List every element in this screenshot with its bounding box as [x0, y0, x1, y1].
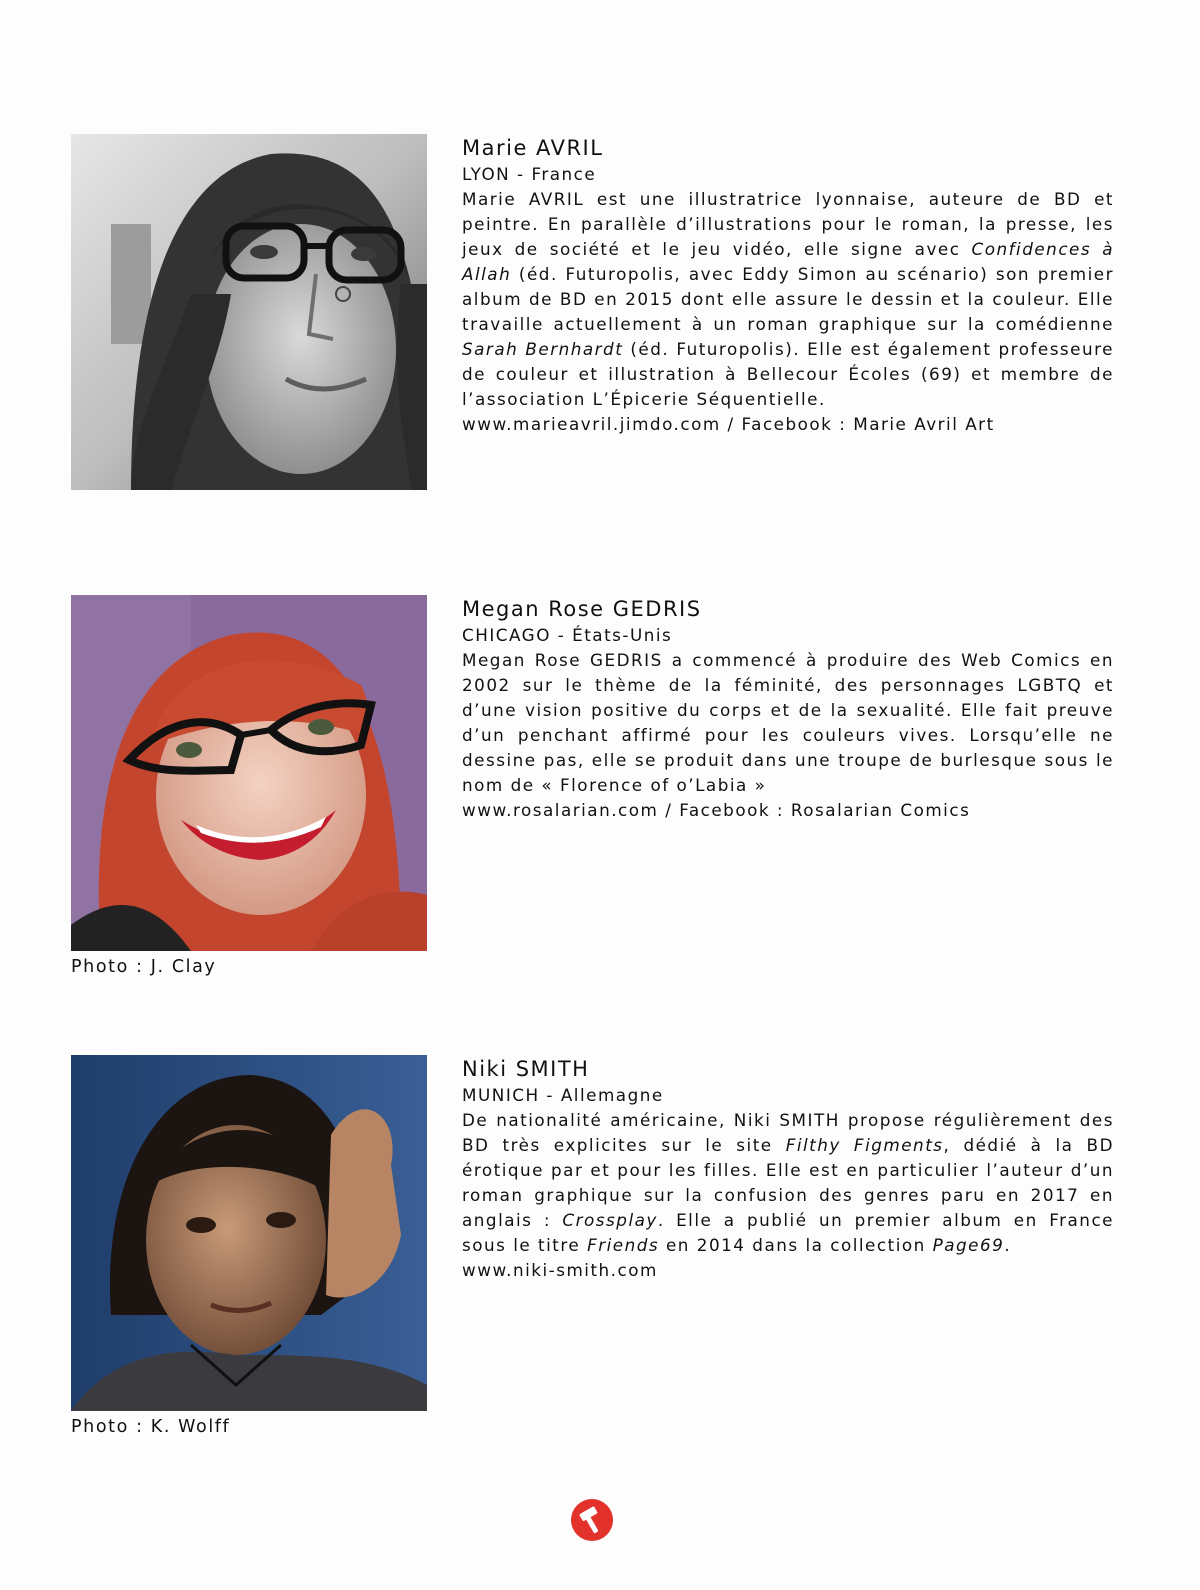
author-text-marie-avril	[462, 134, 1114, 437]
author-web-links: www.marieavril.jimdo.com / Facebook : Marie Avril Art	[462, 414, 995, 434]
author-bio	[462, 1108, 1114, 1258]
author-text-niki-smith	[462, 1055, 1114, 1283]
author-bio	[462, 187, 1114, 412]
author-entry-niki-smith	[71, 1055, 1131, 1455]
author-photo-niki-smith	[71, 1055, 427, 1411]
author-name: Marie AVRIL	[462, 136, 604, 160]
author-text-megan-rose-gedris	[462, 595, 1114, 823]
photo-credit: Photo : J. Clay	[71, 957, 217, 977]
author-web-links: www.rosalarian.com / Facebook : Rosalarian Comics	[462, 800, 971, 820]
bio-title-italic: Filthy Figments	[785, 1135, 944, 1155]
author-photo-marie-avril	[71, 134, 427, 490]
bio-text-segment: , dédié à la BD érotique par et pour les filles. Elle est en particulier l’auteur d’un roman graphique sur la confusion des genres paru en 2017 en anglais :	[462, 1135, 1114, 1230]
author-name: Niki SMITH	[462, 1057, 590, 1081]
bio-text-segment: . Elle a publié un premier album en France sous le titre	[462, 1210, 1114, 1255]
author-location: CHICAGO - États-Unis	[462, 625, 673, 645]
bio-title-italic: Crossplay	[562, 1210, 658, 1230]
bio-text-segment: .	[1004, 1235, 1012, 1255]
bio-title-italic: Page69	[932, 1235, 1005, 1255]
bio-text-segment: (éd. Futuropolis). Elle est également professeure de couleur et illustration à Bellecour Écoles (69) et membre de l’association L’Épicerie Séquentielle.	[462, 339, 1114, 409]
bio-title-italic: Friends	[587, 1235, 660, 1255]
author-entry-marie-avril	[71, 134, 1131, 534]
author-location: LYON - France	[462, 164, 597, 184]
bio-text-segment: De nationalité américaine, Niki SMITH propose régulièrement des BD très explicites sur le site	[462, 1110, 1114, 1155]
bio-title-italic: Confidences à Allah	[462, 239, 1114, 284]
author-web-links: www.niki-smith.com	[462, 1260, 658, 1280]
bio-text-segment: (éd. Futuropolis, avec Eddy Simon au scénario) son premier album de BD en 2015 dont elle assure le dessin et la couleur. Elle travaille actuellement à un roman graphique sur la comédienne	[462, 264, 1114, 334]
author-entry-megan-rose-gedris	[71, 595, 1131, 995]
author-bio	[462, 648, 1114, 798]
hammer-logo-icon	[570, 1498, 614, 1542]
author-name: Megan Rose GEDRIS	[462, 597, 702, 621]
author-photo-megan-rose-gedris	[71, 595, 427, 951]
bio-title-italic: Sarah Bernhardt	[462, 339, 624, 359]
bio-text-segment: Megan Rose GEDRIS a commencé à produire des Web Comics en 2002 sur le thème de la féminité, des personnages LGBTQ et d’une vision positive du corps et de la sexualité. Elle fait preuve d’un penchant affirmé pour les couleurs vives. Lorsqu’elle ne dessine pas, elle se produit dans une troupe de burlesque sous le nom de « Florence of o’Labia »	[462, 650, 1114, 795]
author-location: MUNICH - Allemagne	[462, 1085, 664, 1105]
bio-text-segment: Marie AVRIL est une illustratrice lyonnaise, auteure de BD et peintre. En parallèle d’illustrations pour le roman, la presse, les jeux de société et le jeu vidéo, elle signe avec	[462, 189, 1114, 259]
photo-credit: Photo : K. Wolff	[71, 1417, 231, 1437]
bio-text-segment: en 2014 dans la collection	[659, 1235, 933, 1255]
